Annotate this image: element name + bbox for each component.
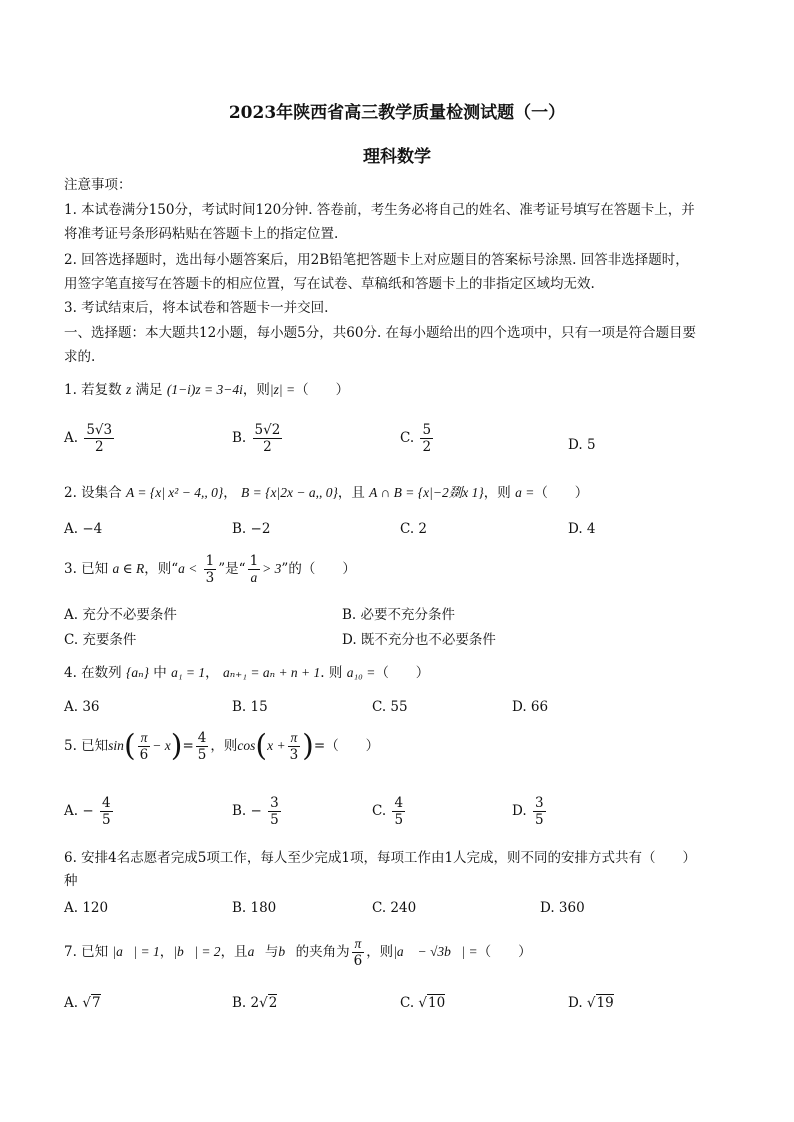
exam-subtitle: 理科数学 xyxy=(363,147,431,167)
q5-option-c[interactable]: C. $\frac{4}{5}$ xyxy=(372,795,404,828)
note-2a: 2. 回答选择题时，选出每小题答案后，用2B铅笔把答题卡上对应题目的答案标号涂黑. 回答非选择题时， xyxy=(64,252,689,268)
q7-option-a[interactable]: A. √7 xyxy=(64,995,101,1011)
question-3: 3. 已知 a ∈ R，则“a < $\frac{1}{3}$ ”是“ $\frac{1}{a}$ > 3”的（ ） xyxy=(64,553,356,586)
q7-option-b[interactable]: B. 2√2 xyxy=(232,995,278,1011)
q6-option-c[interactable]: C. 240 xyxy=(372,900,417,916)
question-1: 1. 若复数 z 满足 (1−i)z = 3−4i，则|z| =（ ） xyxy=(64,382,350,398)
q5-option-b[interactable]: B. − $\frac{3}{5}$ xyxy=(232,795,279,828)
q6-option-b[interactable]: B. 180 xyxy=(232,900,277,916)
exam-title: 2023年陕西省高三教学质量检测试题（一） xyxy=(228,103,566,123)
q7-option-d[interactable]: D. √19 xyxy=(568,995,614,1011)
q4-option-a[interactable]: A. 36 xyxy=(64,699,100,715)
q5-option-a[interactable]: A. − $\frac{4}{5}$ xyxy=(64,795,111,828)
note-3: 3. 考试结束后，将本试卷和答题卡一并交回. xyxy=(64,300,329,316)
question-6-line-2: 种 xyxy=(64,873,78,889)
question-2: 2. 设集合 A = {x| x² − 4,, 0}， B = {x|2x − a,, 0}，且 A ∩ B = {x|−2剟x 1}，则 a =（ ） xyxy=(64,485,589,501)
note-1b: 将准考证号条形码粘贴在答题卡上的指定位置. xyxy=(64,226,339,242)
q2-option-c[interactable]: C. 2 xyxy=(400,521,428,537)
q3-option-b[interactable]: B. 必要不充分条件 xyxy=(342,607,456,623)
question-6-line-1: 6. 安排4名志愿者完成5项工作，每人至少完成1项，每项工作由1人完成，则不同的安排方式共有（ ） xyxy=(64,850,697,866)
q3-option-c[interactable]: C. 充要条件 xyxy=(64,632,137,648)
q2-option-a[interactable]: A. −4 xyxy=(64,521,103,537)
q2-option-d[interactable]: D. 4 xyxy=(568,521,596,537)
q6-option-a[interactable]: A. 120 xyxy=(64,900,109,916)
q2-option-b[interactable]: B. −2 xyxy=(232,521,271,537)
q4-option-d[interactable]: D. 66 xyxy=(512,699,549,715)
section-heading-1: 一、选择题：本大题共12小题，每小题5分，共60分. 在每小题给出的四个选项中，只有一项是符合题目要 xyxy=(64,325,697,341)
q1-option-b[interactable]: B. $\frac{5√2}{2}$ xyxy=(232,422,281,455)
q4-option-b[interactable]: B. 15 xyxy=(232,699,268,715)
q3-option-d[interactable]: D. 既不充分也不必要条件 xyxy=(342,632,496,648)
question-7: 7. 已知 |a⃗| = 1，|b⃗| = 2，且a⃗与b⃗的夹角为 $\frac{\pi}{6}$ ，则|a⃗ − √3b⃗| =（ ） xyxy=(64,936,532,969)
q1-option-d[interactable]: D. 5 xyxy=(568,437,596,453)
note-1a: 1. 本试卷满分150分，考试时间120分钟. 答卷前，考生务必将自己的姓名、准考证号填写在答题卡上，并 xyxy=(64,202,695,218)
notes-heading: 注意事项： xyxy=(64,177,132,193)
q1-option-a[interactable]: A. $\frac{5√3}{2}$ xyxy=(64,422,113,455)
question-5: 5. 已知sin( $\frac{\pi}{6}$ − x)= $\frac{4}{5}$ ，则cos(x + $\frac{\pi}{3}$ )=（ ） xyxy=(64,728,380,764)
section-heading-2: 求的. xyxy=(64,349,96,365)
question-4: 4. 在数列 {aₙ} 中 a₁ = 1， aₙ₊₁ = aₙ + n + 1. 则 a₁₀ =（ ） xyxy=(64,665,430,681)
q5-option-d[interactable]: D. $\frac{3}{5}$ xyxy=(512,795,544,828)
note-2b: 用签字笔直接写在答题卡的相应位置，写在试卷、草稿纸和答题卡上的非指定区域均无效. xyxy=(64,276,595,292)
q6-option-d[interactable]: D. 360 xyxy=(540,900,585,916)
q7-option-c[interactable]: C. √10 xyxy=(400,995,446,1011)
q4-option-c[interactable]: C. 55 xyxy=(372,699,408,715)
q1-option-c[interactable]: C. $\frac{5}{2}$ xyxy=(400,422,432,455)
q3-option-a[interactable]: A. 充分不必要条件 xyxy=(64,607,177,623)
